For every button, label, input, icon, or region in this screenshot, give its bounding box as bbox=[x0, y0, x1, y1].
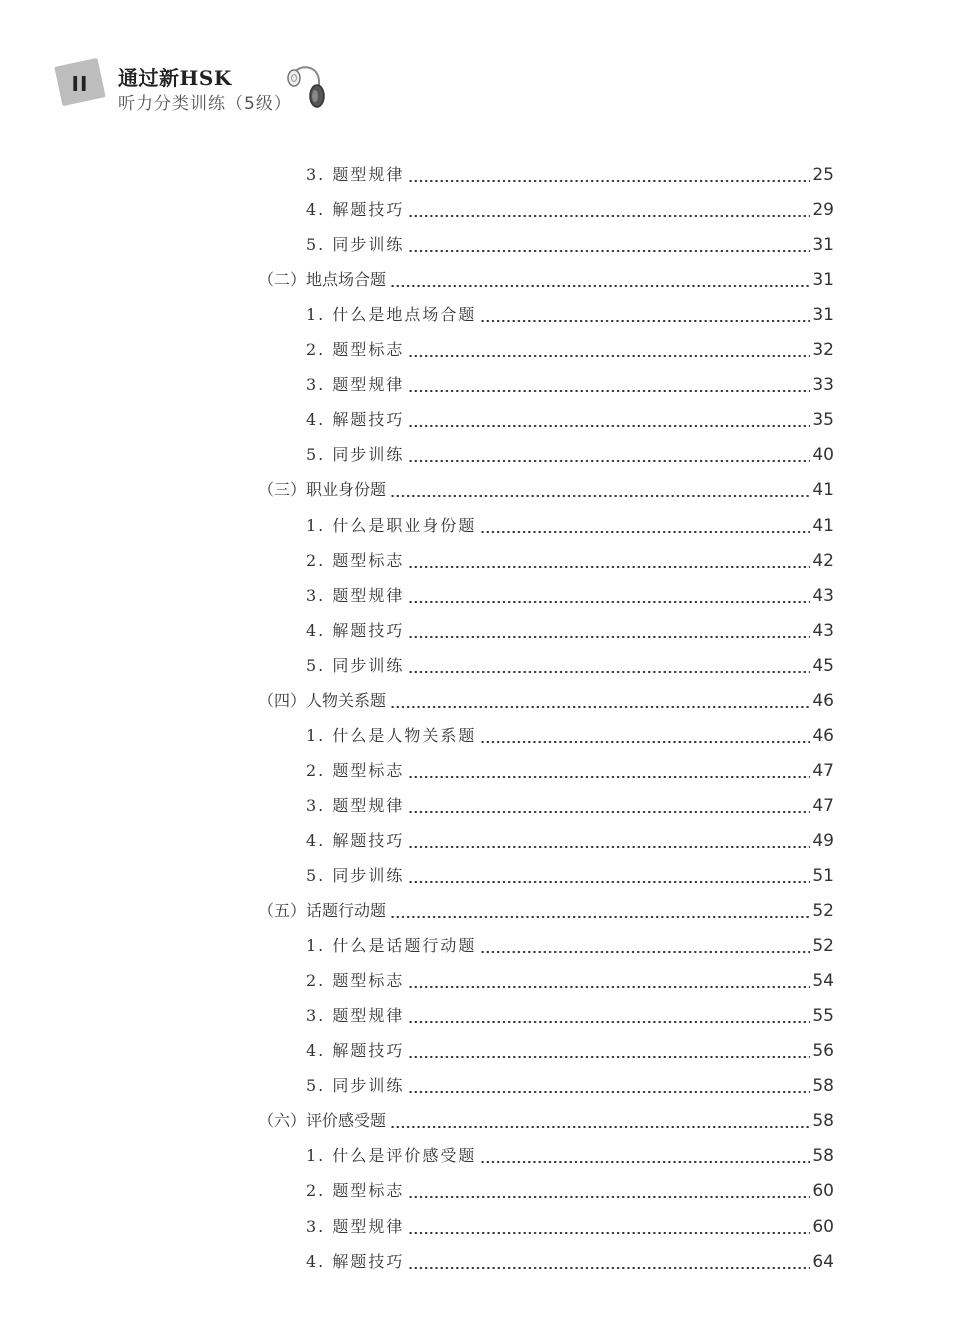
toc-entry-title: 4. 解题技巧 bbox=[306, 1251, 405, 1271]
toc-page-number: 45 bbox=[812, 655, 834, 676]
dot-leader bbox=[408, 636, 810, 638]
toc-subsection-entry[interactable] bbox=[306, 160, 834, 190]
toc-entry-title: （六）评价感受题 bbox=[258, 1111, 387, 1131]
dot-leader bbox=[480, 951, 810, 953]
toc-page-number: 31 bbox=[812, 235, 834, 256]
toc-subsection-entry[interactable] bbox=[306, 405, 834, 435]
dot-leader bbox=[408, 846, 810, 848]
toc-page-number: 46 bbox=[812, 725, 834, 746]
toc-subsection-entry[interactable] bbox=[306, 511, 834, 541]
toc-entry-title: （二）地点场合题 bbox=[258, 270, 387, 290]
page-number: II bbox=[71, 72, 89, 96]
toc-entry-title: （四）人物关系题 bbox=[258, 690, 387, 710]
toc-entry-title: 5. 同步训练 bbox=[306, 866, 405, 885]
dot-leader bbox=[408, 811, 810, 813]
dot-leader bbox=[408, 180, 810, 182]
toc-section-entry[interactable] bbox=[258, 1106, 834, 1136]
dot-leader bbox=[408, 601, 810, 603]
toc-page-number: 52 bbox=[812, 936, 834, 957]
toc-subsection-entry[interactable] bbox=[306, 1247, 834, 1277]
toc-page-number: 56 bbox=[812, 1041, 834, 1062]
toc-subsection-entry[interactable] bbox=[306, 440, 834, 470]
toc-subsection-entry[interactable] bbox=[306, 651, 834, 681]
dot-leader bbox=[390, 916, 810, 918]
toc-page-number: 31 bbox=[812, 305, 834, 326]
toc-page-number: 42 bbox=[812, 550, 834, 571]
toc-entry-title: 5. 同步训练 bbox=[306, 445, 405, 465]
toc-entry-title: 2. 题型标志 bbox=[306, 760, 405, 780]
dot-leader bbox=[480, 1161, 810, 1163]
toc-section-entry[interactable] bbox=[258, 475, 834, 505]
toc-entry-title: 5. 同步训练 bbox=[306, 235, 405, 255]
toc-entry-title: 2. 题型标志 bbox=[306, 550, 405, 570]
toc-entry-title: 5. 同步训练 bbox=[306, 1076, 405, 1096]
toc-entry-title: 3. 题型规律 bbox=[306, 585, 405, 605]
book-title: 通过新HSK bbox=[118, 66, 232, 90]
toc-entry-title: 3. 题型规律 bbox=[306, 375, 405, 395]
toc-page-number: 41 bbox=[812, 515, 834, 536]
dot-leader bbox=[408, 1091, 810, 1093]
toc-page-number: 54 bbox=[812, 971, 834, 992]
toc-subsection-entry[interactable] bbox=[306, 1001, 834, 1031]
toc-entry-title: （三）职业身份题 bbox=[258, 480, 387, 500]
dot-leader bbox=[408, 1232, 810, 1234]
toc-subsection-entry[interactable] bbox=[306, 370, 834, 400]
dot-leader bbox=[408, 460, 810, 462]
toc-page-number: 58 bbox=[812, 1076, 834, 1097]
toc-page-number: 25 bbox=[812, 165, 834, 185]
toc-entry-title: 3. 题型规律 bbox=[306, 1216, 405, 1236]
dot-leader bbox=[408, 881, 810, 883]
running-header bbox=[0, 0, 960, 130]
toc-entry-title: 1. 什么是评价感受题 bbox=[306, 1146, 477, 1166]
toc-page-number: 51 bbox=[812, 866, 834, 886]
dot-leader bbox=[390, 1126, 810, 1128]
toc-page-number: 58 bbox=[812, 1111, 834, 1132]
dot-leader bbox=[408, 425, 810, 427]
toc-section-entry[interactable] bbox=[258, 686, 834, 716]
toc-entry-title: 4. 解题技巧 bbox=[306, 830, 405, 850]
toc-subsection-entry[interactable] bbox=[306, 861, 834, 891]
dot-leader bbox=[408, 986, 810, 988]
dot-leader bbox=[408, 776, 810, 778]
toc-page-number: 55 bbox=[812, 1006, 834, 1027]
toc-page-number: 35 bbox=[812, 410, 834, 431]
toc-entry-title: 1. 什么是人物关系题 bbox=[306, 725, 477, 745]
toc-subsection-entry[interactable] bbox=[306, 581, 834, 611]
toc-subsection-entry[interactable] bbox=[306, 335, 834, 365]
toc-page-number: 60 bbox=[812, 1216, 834, 1237]
toc-entry-title: 1. 什么是职业身份题 bbox=[306, 515, 477, 535]
toc-entry-title: 1. 什么是地点场合题 bbox=[306, 305, 477, 325]
toc-page-number: 46 bbox=[812, 690, 834, 711]
dot-leader bbox=[480, 320, 810, 322]
dot-leader bbox=[408, 390, 810, 392]
toc-page-number: 60 bbox=[812, 1181, 834, 1202]
dot-leader bbox=[390, 285, 810, 287]
dot-leader bbox=[408, 1196, 810, 1198]
toc-entry-title: 4. 解题技巧 bbox=[306, 620, 405, 640]
toc-page-number: 29 bbox=[812, 200, 834, 221]
toc-page-number: 58 bbox=[812, 1146, 834, 1167]
toc-page-number: 33 bbox=[812, 375, 834, 396]
toc-section-entry[interactable] bbox=[258, 896, 834, 926]
toc-entry-title: 3. 题型规律 bbox=[306, 1006, 405, 1026]
toc-page-number: 52 bbox=[812, 901, 834, 922]
toc-page-number: 32 bbox=[812, 340, 834, 361]
toc-entry-title: 2. 题型标志 bbox=[306, 971, 405, 991]
toc-subsection-entry[interactable] bbox=[306, 1176, 834, 1206]
toc-entry-title: 5. 同步训练 bbox=[306, 655, 405, 675]
dot-leader bbox=[408, 566, 810, 568]
toc-page-number: 43 bbox=[812, 620, 834, 641]
toc-entry-title: 1. 什么是话题行动题 bbox=[306, 936, 477, 956]
dot-leader bbox=[408, 1267, 810, 1269]
headphone-icon bbox=[285, 60, 325, 110]
toc-subsection-entry[interactable] bbox=[306, 546, 834, 576]
toc-subsection-entry[interactable] bbox=[306, 1141, 834, 1171]
toc-entry-title: 4. 解题技巧 bbox=[306, 410, 405, 430]
dot-leader bbox=[408, 671, 810, 673]
toc-subsection-entry[interactable] bbox=[306, 931, 834, 961]
toc-page-number: 49 bbox=[812, 830, 834, 851]
toc-subsection-entry[interactable] bbox=[306, 756, 834, 786]
dot-leader bbox=[480, 531, 810, 533]
dot-leader bbox=[408, 250, 810, 252]
toc-subsection-entry[interactable] bbox=[306, 616, 834, 646]
toc-subsection-entry[interactable] bbox=[306, 791, 834, 821]
toc-page-number: 40 bbox=[812, 445, 834, 466]
dot-leader bbox=[408, 1021, 810, 1023]
dot-leader bbox=[480, 741, 810, 743]
toc-subsection-entry[interactable] bbox=[306, 195, 834, 225]
toc-entry-title: 4. 解题技巧 bbox=[306, 1041, 405, 1061]
toc-entry-title: 2. 题型标志 bbox=[306, 1181, 405, 1201]
toc-entry-title: 2. 题型标志 bbox=[306, 340, 405, 360]
dot-leader bbox=[390, 495, 810, 497]
dot-leader bbox=[408, 215, 810, 217]
toc-page-number: 41 bbox=[812, 480, 834, 501]
toc-subsection-entry[interactable] bbox=[306, 826, 834, 856]
toc-page-number: 47 bbox=[812, 760, 834, 781]
toc-entry-title: （五）话题行动题 bbox=[258, 901, 387, 921]
toc-subsection-entry[interactable] bbox=[306, 1036, 834, 1066]
toc-subsection-entry[interactable] bbox=[306, 300, 834, 330]
book-subtitle: 听力分类训练（5级） bbox=[118, 94, 292, 114]
toc-entry-title: 4. 解题技巧 bbox=[306, 200, 405, 220]
dot-leader bbox=[408, 355, 810, 357]
toc-page-number: 47 bbox=[812, 795, 834, 816]
dot-leader bbox=[408, 1056, 810, 1058]
toc-page-number: 64 bbox=[812, 1251, 834, 1272]
toc-page-number: 43 bbox=[812, 585, 834, 606]
toc-entry-title: 3. 题型规律 bbox=[306, 165, 405, 184]
toc-subsection-entry[interactable] bbox=[306, 721, 834, 751]
toc-subsection-entry[interactable] bbox=[306, 1212, 834, 1242]
toc-page-number: 31 bbox=[812, 270, 834, 291]
toc-subsection-entry[interactable] bbox=[306, 966, 834, 996]
toc-section-entry[interactable] bbox=[258, 265, 834, 295]
toc-entry-title: 3. 题型规律 bbox=[306, 795, 405, 815]
toc-subsection-entry[interactable] bbox=[306, 230, 834, 260]
toc-subsection-entry[interactable] bbox=[306, 1071, 834, 1101]
dot-leader bbox=[390, 706, 810, 708]
